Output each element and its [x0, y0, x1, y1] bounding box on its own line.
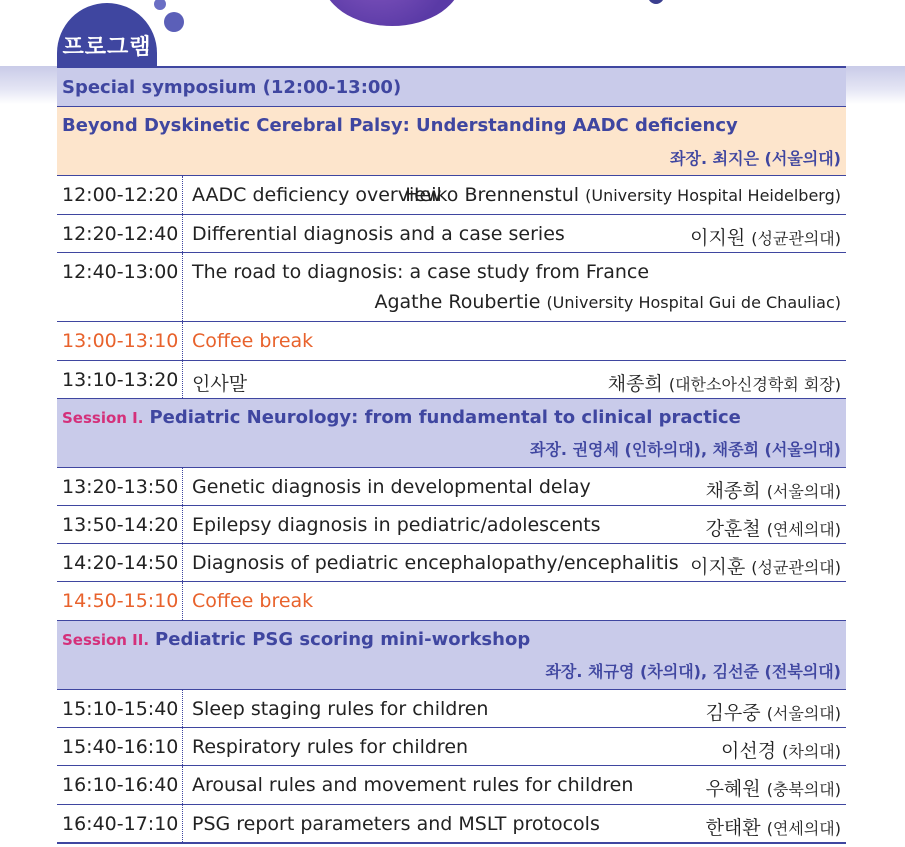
time-slot: 16:10-16:40: [57, 766, 183, 804]
symposium-label: Special symposium (12:00-13:00): [62, 77, 402, 98]
speaker: [721, 736, 841, 763]
table-row: [57, 468, 846, 506]
session-label: Session II.: [62, 631, 150, 649]
time-slot: 12:00-12:20: [57, 176, 183, 214]
talk-title: Differential diagnosis and a case series: [192, 223, 565, 245]
time-slot: 16:40-17:10: [57, 805, 183, 842]
program-table: [57, 66, 846, 844]
table-row: [57, 544, 846, 582]
session-heading: [62, 629, 530, 650]
time-slot: 14:50-15:10: [57, 582, 183, 620]
speaker-affiliation: (University Hospital Gui de Chauliac): [546, 293, 841, 312]
talk-title: Epilepsy diagnosis in pediatric/adolescents: [192, 514, 601, 536]
speaker-name: Heiko Brennenstul: [405, 184, 580, 206]
session-header-row: [57, 399, 846, 468]
table-row: [57, 506, 846, 544]
speaker-name: 강훈철: [705, 518, 761, 540]
session-heading: [62, 407, 741, 428]
speaker-name: 채종희: [607, 373, 663, 395]
decorative-dot: [154, 0, 166, 10]
speaker: [706, 514, 841, 541]
speaker: [706, 698, 841, 725]
table-row: [57, 176, 846, 215]
speaker-name: 한태환: [705, 817, 761, 839]
decorative-mark: [648, 0, 664, 4]
table-row: [57, 805, 846, 844]
talk-title: Diagnosis of pediatric encephalopathy/encephalitis: [192, 552, 679, 574]
speaker: [706, 813, 841, 840]
talk-title: PSG report parameters and MSLT protocols: [192, 813, 600, 835]
table-row: [57, 728, 846, 766]
speaker-affiliation: (연세의대): [766, 819, 841, 838]
table-row: [57, 766, 846, 805]
decorative-blob: [322, 0, 462, 26]
table-row: [57, 215, 846, 253]
symposium-header-row: [57, 68, 846, 107]
symposium-title-row: [57, 107, 846, 176]
speaker: [706, 774, 841, 801]
table-row: [57, 690, 846, 728]
session-chair: 좌장. 채규영 (차의대), 김선준 (전북의대): [545, 662, 841, 681]
speaker-affiliation: (서울의대): [766, 704, 841, 723]
speaker-affiliation: (대한소아신경학회 회장): [668, 375, 841, 394]
talk-title: 인사말: [192, 373, 248, 395]
time-slot: 13:20-13:50: [57, 468, 183, 505]
talk-title: Genetic diagnosis in developmental delay: [192, 476, 591, 498]
speaker-name: 우혜원: [705, 778, 761, 800]
speaker: [690, 552, 841, 579]
session-chair: 좌장. 권영세 (인하의대), 채종희 (서울의대): [530, 440, 841, 459]
time-slot: 13:50-14:20: [57, 506, 183, 543]
speaker: [405, 184, 841, 206]
speaker: [374, 291, 841, 313]
break-title: Coffee break: [192, 590, 314, 612]
coffee-break-row: [57, 322, 846, 361]
session-title: Pediatric PSG scoring mini-workshop: [155, 629, 531, 650]
speaker-affiliation: (서울의대): [766, 482, 841, 501]
speaker-name: 김우중: [705, 702, 761, 724]
speaker-name: Agathe Roubertie: [374, 291, 541, 313]
session-title: Pediatric Neurology: from fundamental to clinical practice: [149, 407, 741, 428]
coffee-break-row: [57, 582, 846, 621]
session-header-row: [57, 621, 846, 690]
speaker-affiliation: (성균관의대): [751, 229, 841, 248]
speaker-name: 이지원: [690, 227, 746, 249]
speaker-affiliation: (차의대): [782, 742, 841, 761]
speaker: [706, 476, 841, 503]
time-slot: 12:20-12:40: [57, 215, 183, 252]
talk-title: The road to diagnosis: a case study from France: [192, 261, 650, 283]
program-tab: 프로그램: [57, 3, 157, 69]
speaker: [690, 223, 841, 250]
time-slot: 15:40-16:10: [57, 728, 183, 765]
speaker-affiliation: (성균관의대): [751, 558, 841, 577]
talk-title: Sleep staging rules for children: [192, 698, 489, 720]
speaker-affiliation: (University Hospital Heidelberg): [585, 186, 841, 205]
decorative-dot: [164, 12, 184, 32]
symposium-title: Beyond Dyskinetic Cerebral Palsy: Understanding AADC deficiency: [62, 115, 738, 136]
time-slot: 13:00-13:10: [57, 322, 183, 360]
talk-title: Respiratory rules for children: [192, 736, 469, 758]
speaker: [608, 369, 841, 396]
speaker-affiliation: (충북의대): [766, 780, 841, 799]
speaker-name: 이선경: [721, 740, 777, 762]
symposium-chair: 좌장. 최지은 (서울의대): [670, 149, 841, 168]
talk-title: AADC deficiency overview: [192, 184, 442, 206]
speaker-affiliation: (연세의대): [766, 520, 841, 539]
time-slot: 13:10-13:20: [57, 361, 183, 398]
speaker-name: 채종희: [705, 480, 761, 502]
time-slot: 14:20-14:50: [57, 544, 183, 581]
table-row: [57, 361, 846, 399]
talk-title: Arousal rules and movement rules for children: [192, 774, 634, 796]
speaker-name: 이지훈: [690, 556, 746, 578]
session-label: Session I.: [62, 409, 144, 427]
break-title: Coffee break: [192, 330, 314, 352]
time-slot: 15:10-15:40: [57, 690, 183, 727]
time-slot: 12:40-13:00: [57, 253, 183, 321]
table-row: [57, 253, 846, 322]
